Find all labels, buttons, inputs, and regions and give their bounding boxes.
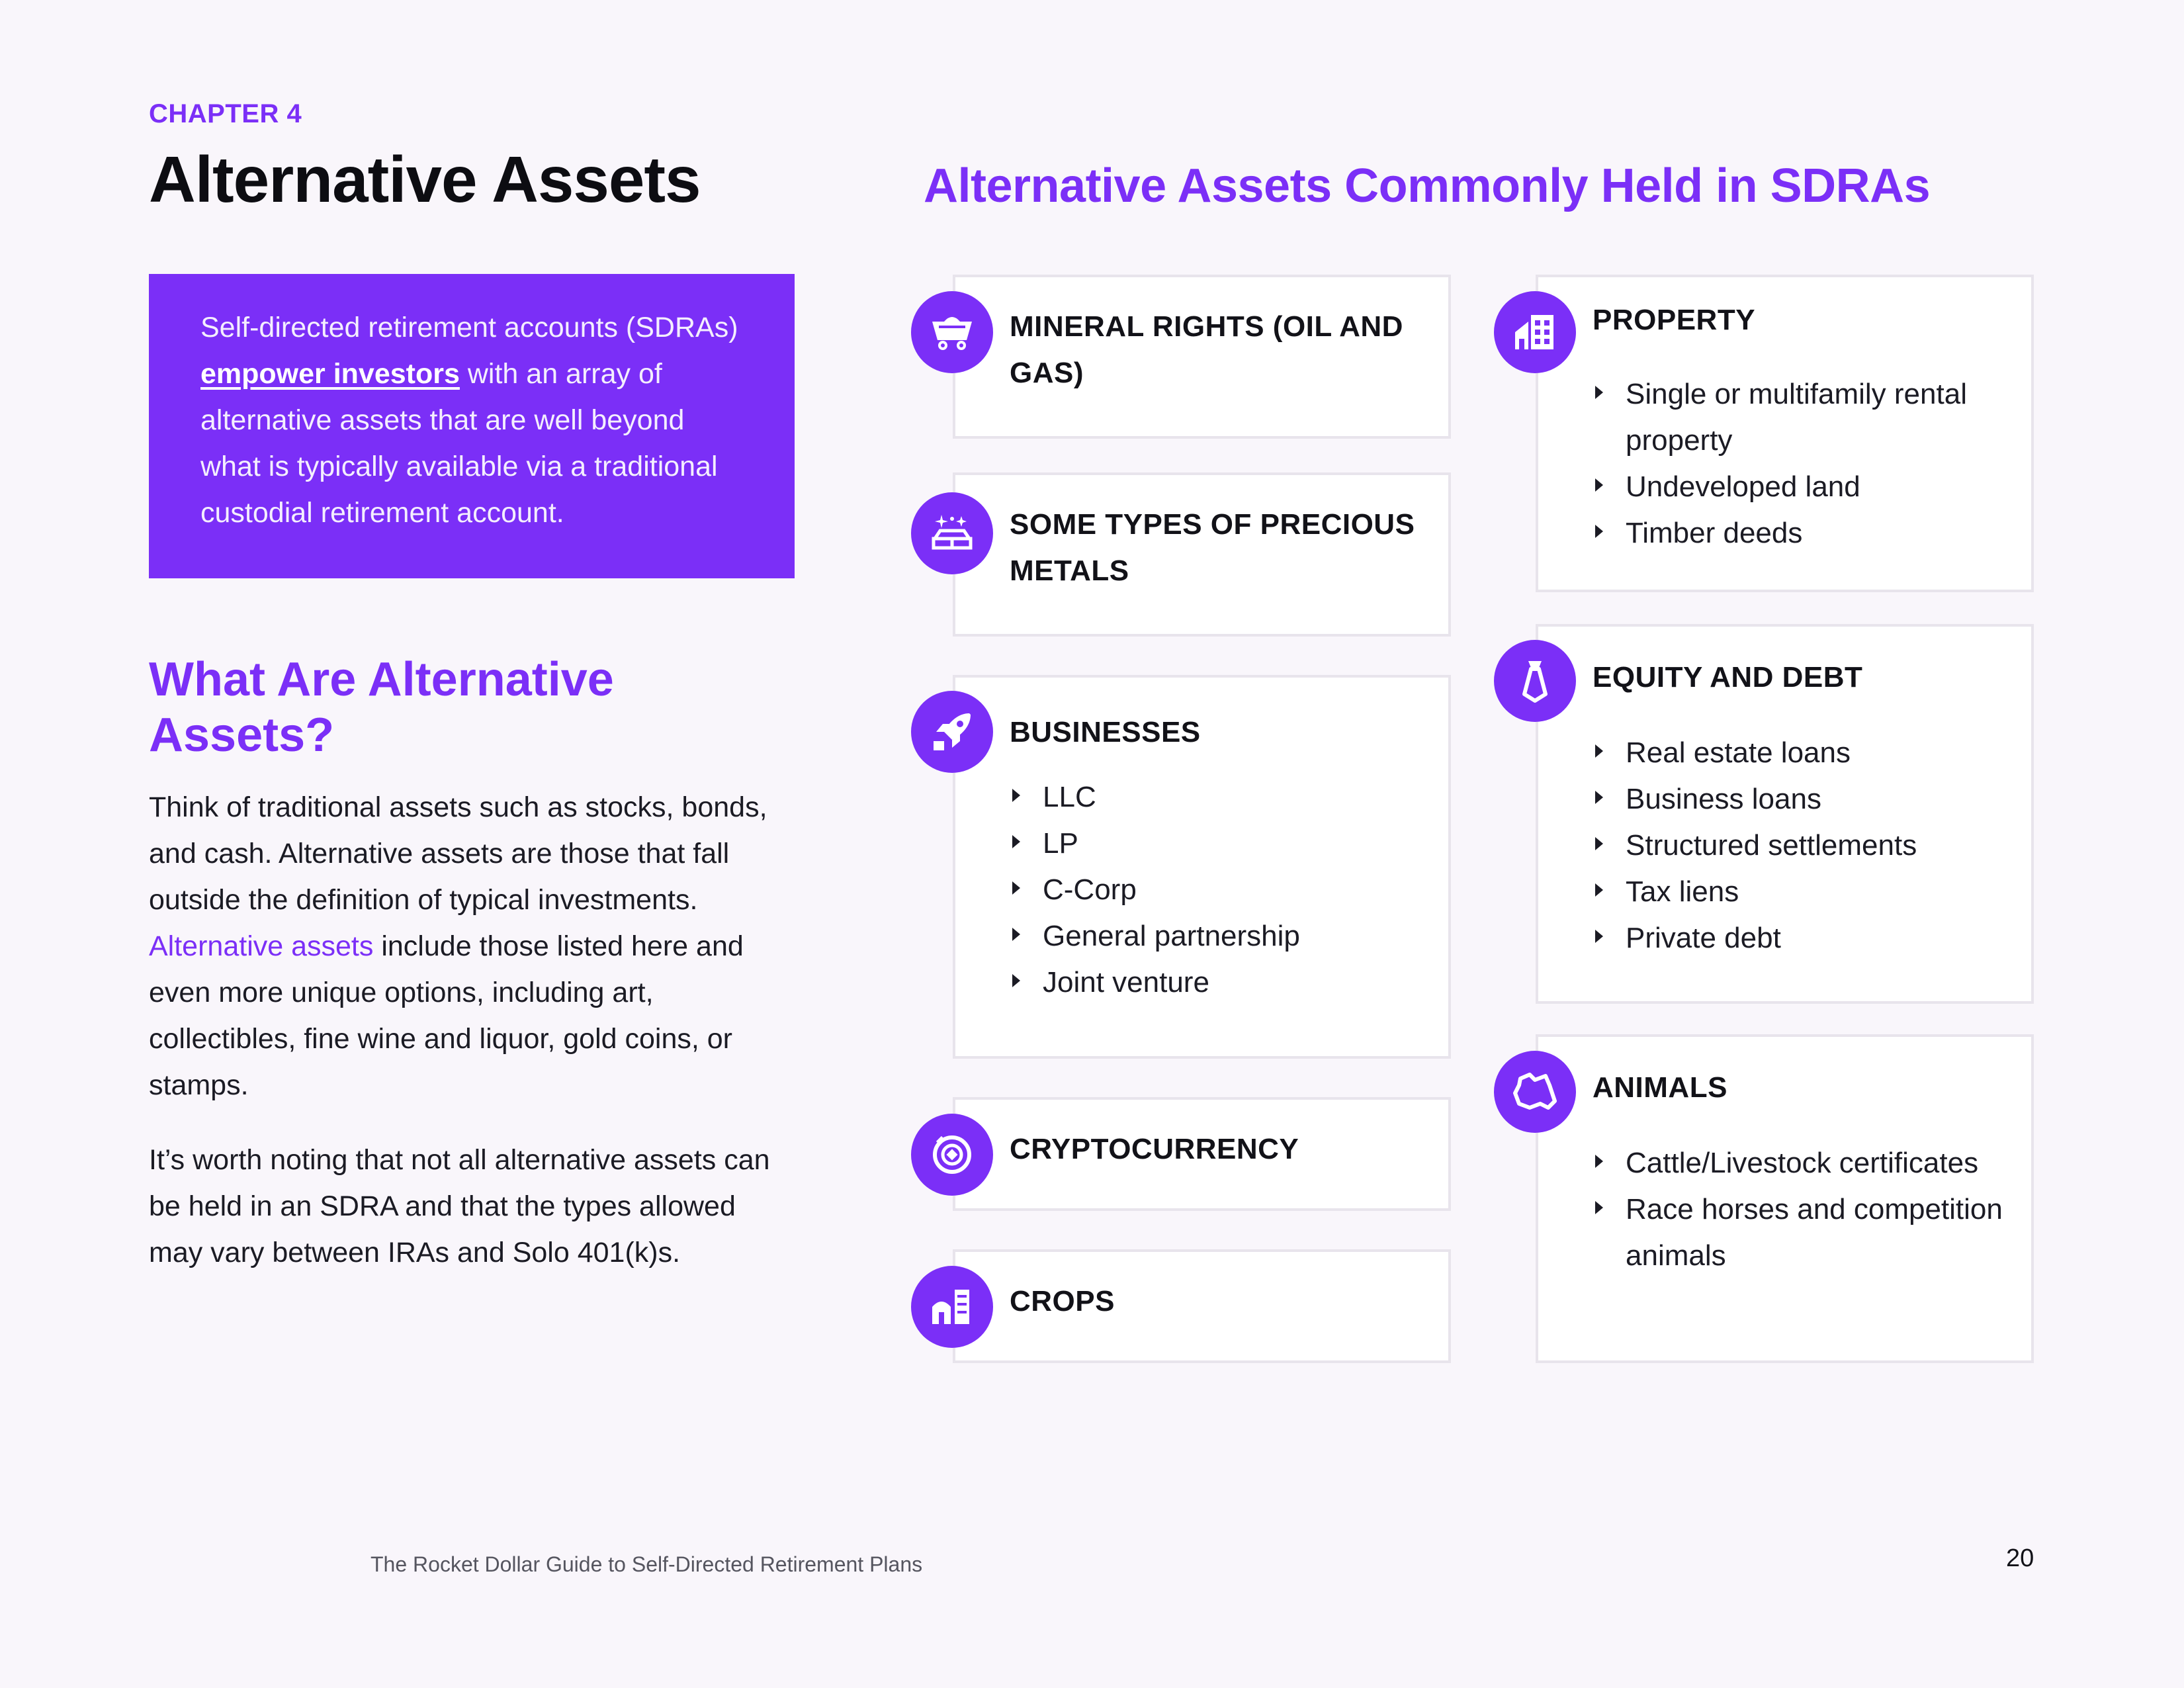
list-item: Timber deeds [1593, 510, 2016, 556]
card-equity-debt [1536, 624, 2034, 1004]
para1-end: include those listed here and even more unique options, including art, collectibles, fine wine and liquor, gold coins, or stamps. [149, 930, 744, 1101]
mine-cart-icon [911, 291, 993, 373]
alternative-assets-link[interactable]: Alternative assets [149, 930, 374, 962]
chapter-label: CHAPTER 4 [149, 99, 302, 128]
body-paragraph-1 [149, 784, 784, 1108]
list-item: General partnership [1010, 913, 1433, 959]
body-paragraph-2: It’s worth noting that not all alternative assets can be held in an SDRA and that the types allowed may vary between IRAs and Solo 401(k)s. [149, 1144, 770, 1268]
list-item: Joint venture [1010, 959, 1433, 1006]
empower-investors-link[interactable]: empower investors [200, 358, 460, 390]
animals-list [1593, 1140, 2016, 1279]
card-title: BUSINESSES [1010, 716, 1201, 748]
list-item: LLC [1010, 774, 1433, 821]
list-item: C-Corp [1010, 867, 1433, 913]
assets-heading: Alternative Assets Commonly Held in SDRAs [924, 159, 1931, 212]
list-item: Single or multifamily rental property [1593, 371, 2016, 464]
card-animals [1536, 1034, 2034, 1363]
rocket-icon [911, 691, 993, 773]
card-cryptocurrency [953, 1097, 1451, 1211]
card-title: CRYPTOCURRENCY [1010, 1133, 1299, 1165]
footer-text: The Rocket Dollar Guide to Self-Directed Retirement Plans [371, 1552, 923, 1576]
card-mineral-rights [953, 275, 1451, 439]
list-item: Undeveloped land [1593, 464, 2016, 510]
businesses-list [1010, 774, 1433, 1006]
para1-start: Think of traditional assets such as stocks, bonds, and cash. Alternative assets are those that fall outside the definition of typical investments. [149, 791, 767, 916]
cow-hide-icon [1494, 1051, 1576, 1133]
intro-text [200, 304, 743, 536]
intro-text-end: with an array of alternative assets that are well beyond what is typically available via a traditional custodial retirement account. [200, 358, 718, 529]
card-precious-metals [953, 472, 1451, 637]
tie-icon [1494, 640, 1576, 722]
card-title: CROPS [1010, 1285, 1115, 1317]
list-item: Private debt [1593, 915, 2016, 961]
list-item: Real estate loans [1593, 730, 2016, 776]
list-item: Tax liens [1593, 869, 2016, 915]
list-item: LP [1010, 821, 1433, 867]
list-item: Structured settlements [1593, 822, 2016, 869]
list-item: Cattle/Livestock certificates [1593, 1140, 2016, 1186]
equity-list [1593, 730, 2016, 961]
section-heading: What Are Alternative Assets? [149, 653, 614, 762]
card-property [1536, 275, 2034, 592]
page-title: Alternative Assets [149, 143, 701, 216]
building-icon [1494, 291, 1576, 373]
property-list [1593, 371, 2016, 556]
card-title: PROPERTY [1593, 304, 1756, 336]
card-businesses [953, 675, 1451, 1059]
list-item: Business loans [1593, 776, 2016, 822]
page-number: 20 [2006, 1544, 2034, 1572]
coin-icon [911, 1114, 993, 1196]
card-title: ANIMALS [1593, 1071, 1727, 1104]
list-item: Race horses and competition animals [1593, 1186, 2016, 1279]
card-crops [953, 1249, 1451, 1363]
card-title: EQUITY AND DEBT [1593, 661, 1863, 693]
intro-text-start: Self-directed retirement accounts (SDRAs) [200, 312, 738, 343]
intro-callout [149, 274, 795, 578]
card-title: MINERAL RIGHTS (OIL AND GAS) [1010, 310, 1403, 389]
barn-icon [911, 1266, 993, 1348]
gold-bars-icon [911, 492, 993, 574]
card-title: SOME TYPES OF PRECIOUS METALS [1010, 508, 1415, 587]
